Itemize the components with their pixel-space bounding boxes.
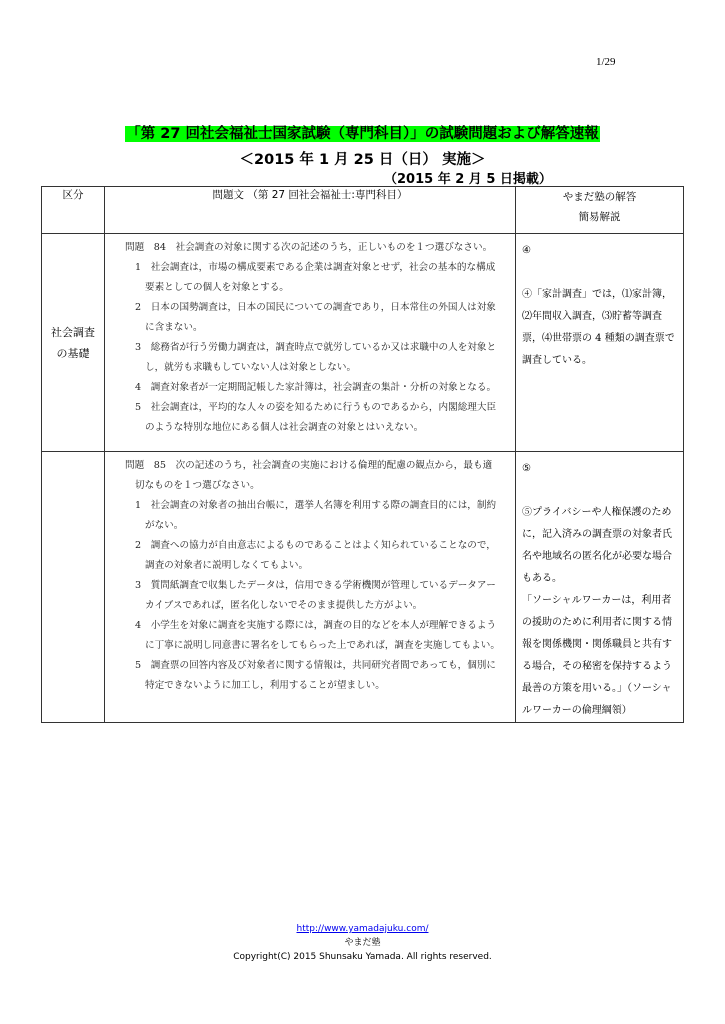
header-question: 問題文 （第 27 回社会福祉士:専門科目）	[105, 187, 516, 234]
question-option: 5 社会調査は，平均的な人々の姿を知るために行うものであるから，内閣総理大臣	[135, 402, 497, 413]
question-option: 1 社会調査の対象者の抽出台帳に，選挙人名簿を利用する際の調査目的には，制約	[135, 500, 497, 511]
answer-line: の援助のために利用者に関する情	[522, 617, 672, 628]
page-footer	[0, 922, 725, 964]
question-option: 3 総務省が行う労働力調査は，調査時点で就労しているか又は求職中の人を対象と	[135, 342, 497, 353]
question-stem-cont: 切なものを１つ選びなさい。	[135, 480, 260, 491]
answer-line: ⑤プライバシーや人権保護のため	[522, 507, 672, 518]
question-option-cont: し，就労も求職もしていない人は対象としない。	[145, 362, 357, 373]
answer-line: 報を関係機関・関係職員と共有す	[522, 639, 672, 650]
exam-date: ＜2015 年 1 月 25 日（日） 実施＞	[239, 152, 486, 168]
question-option: 5 調査票の回答内容及び対象者に関する情報は，共同研究者間であっても，個別に	[135, 660, 496, 671]
question-option: 3 質問紙調査で収集したデータは，信用できる学術機関が管理しているデータアー	[135, 580, 496, 591]
document-title	[0, 125, 725, 143]
footer-link[interactable]: http://www.yamadajuku.com/	[296, 924, 429, 934]
question-option: 4 小学生を対象に調査を実施する際には，調査の目的などを本人が理解できるよう	[135, 620, 497, 631]
category-cell	[42, 452, 105, 723]
answer-line: 調査している。	[522, 355, 592, 366]
table-row	[42, 234, 684, 452]
question-option-cont: 要素としての個人を対象とする。	[145, 282, 289, 293]
header-answer-line2: 簡易解説	[578, 211, 621, 223]
answer-line: ⑵年間収入調査，⑶貯蓄等調査	[522, 311, 662, 322]
answer-line: 「ソーシャルワーカーは，利用者	[522, 595, 672, 606]
header-answer-line1: やまだ塾の解答	[562, 191, 637, 203]
document-title-text: 「第 27 回社会福祉士国家試験（専門科目）」の試験問題および解答速報	[126, 126, 599, 142]
table-row	[42, 452, 684, 723]
question-option-cont: に含まない。	[145, 322, 203, 333]
question-option: 2 調査への協力が自由意志によるものであることはよく知られていることなので，	[135, 540, 496, 551]
answer-line: 名や地域名の匿名化が必要な場合	[522, 551, 672, 562]
question-option-cont: カイブスであれば，匿名化しないでそのまま提供した方がよい。	[145, 600, 423, 611]
question-option: 2 日本の国勢調査は，日本の国民についての調査であり，日本常住の外国人は対象	[135, 302, 496, 313]
category-line1: 社会調査	[51, 325, 95, 339]
header-category: 区分	[42, 187, 105, 234]
answer-line: に，記入済みの調査票の対象者氏	[522, 529, 672, 540]
question-cell	[105, 452, 516, 723]
header-answer	[516, 187, 684, 234]
question-option-cont: 調査の対象者に説明しなくてもよい。	[145, 560, 309, 571]
footer-name: やまだ塾	[344, 938, 381, 948]
question-option-cont: 特定できないように加工し，利用することが望ましい。	[145, 680, 385, 691]
answer-number: ⑤	[522, 463, 531, 474]
question-stem: 問題 84 社会調査の対象に関する次の記述のうち，正しいものを１つ選びなさい。	[125, 242, 493, 253]
footer-copyright: Copyright(C) 2015 Shunsaku Yamada. All rights reserved.	[233, 952, 492, 962]
question-option-cont: のような特別な地位にある個人は社会調査の対象とはいえない。	[145, 422, 424, 433]
category-cell	[42, 234, 105, 452]
question-option: 1 社会調査は，市場の構成要素である企業は調査対象とせず，社会の基本的な構成	[135, 262, 496, 273]
answer-line: もある。	[522, 573, 562, 584]
answer-cell	[516, 234, 684, 452]
category-line2: の基礎	[56, 346, 90, 360]
answer-line: ④「家計調査」では，⑴家計簿，	[522, 289, 672, 300]
answer-line: る場合，その秘密を保持するよう	[522, 661, 672, 672]
answer-line: ルワーカーの倫理綱領）	[522, 705, 632, 716]
question-option: 4 調査対象者が一定期間記帳した家計簿は，社会調査の集計・分析の対象となる。	[135, 382, 497, 393]
table-header-row	[42, 187, 684, 234]
posted-date: （2015 年 2 月 5 日掲載）	[384, 172, 552, 187]
question-cell	[105, 234, 516, 452]
exam-table	[41, 186, 684, 723]
page-number: 1/29	[596, 56, 616, 68]
question-option-cont: がない。	[145, 520, 184, 531]
question-option-cont: に丁寧に説明し同意書に署名をしてもらった上であれば，調査を実施してもよい。	[145, 640, 500, 651]
answer-line: 最善の方策を用いる。」（ソーシャ	[522, 683, 672, 694]
answer-line: 票，⑷世帯票の 4 種類の調査票で	[522, 333, 675, 344]
answer-number: ④	[522, 245, 531, 256]
question-stem: 問題 85 次の記述のうち，社会調査の実施における倫理的配慮の観点から，最も適	[125, 460, 493, 471]
answer-cell	[516, 452, 684, 723]
